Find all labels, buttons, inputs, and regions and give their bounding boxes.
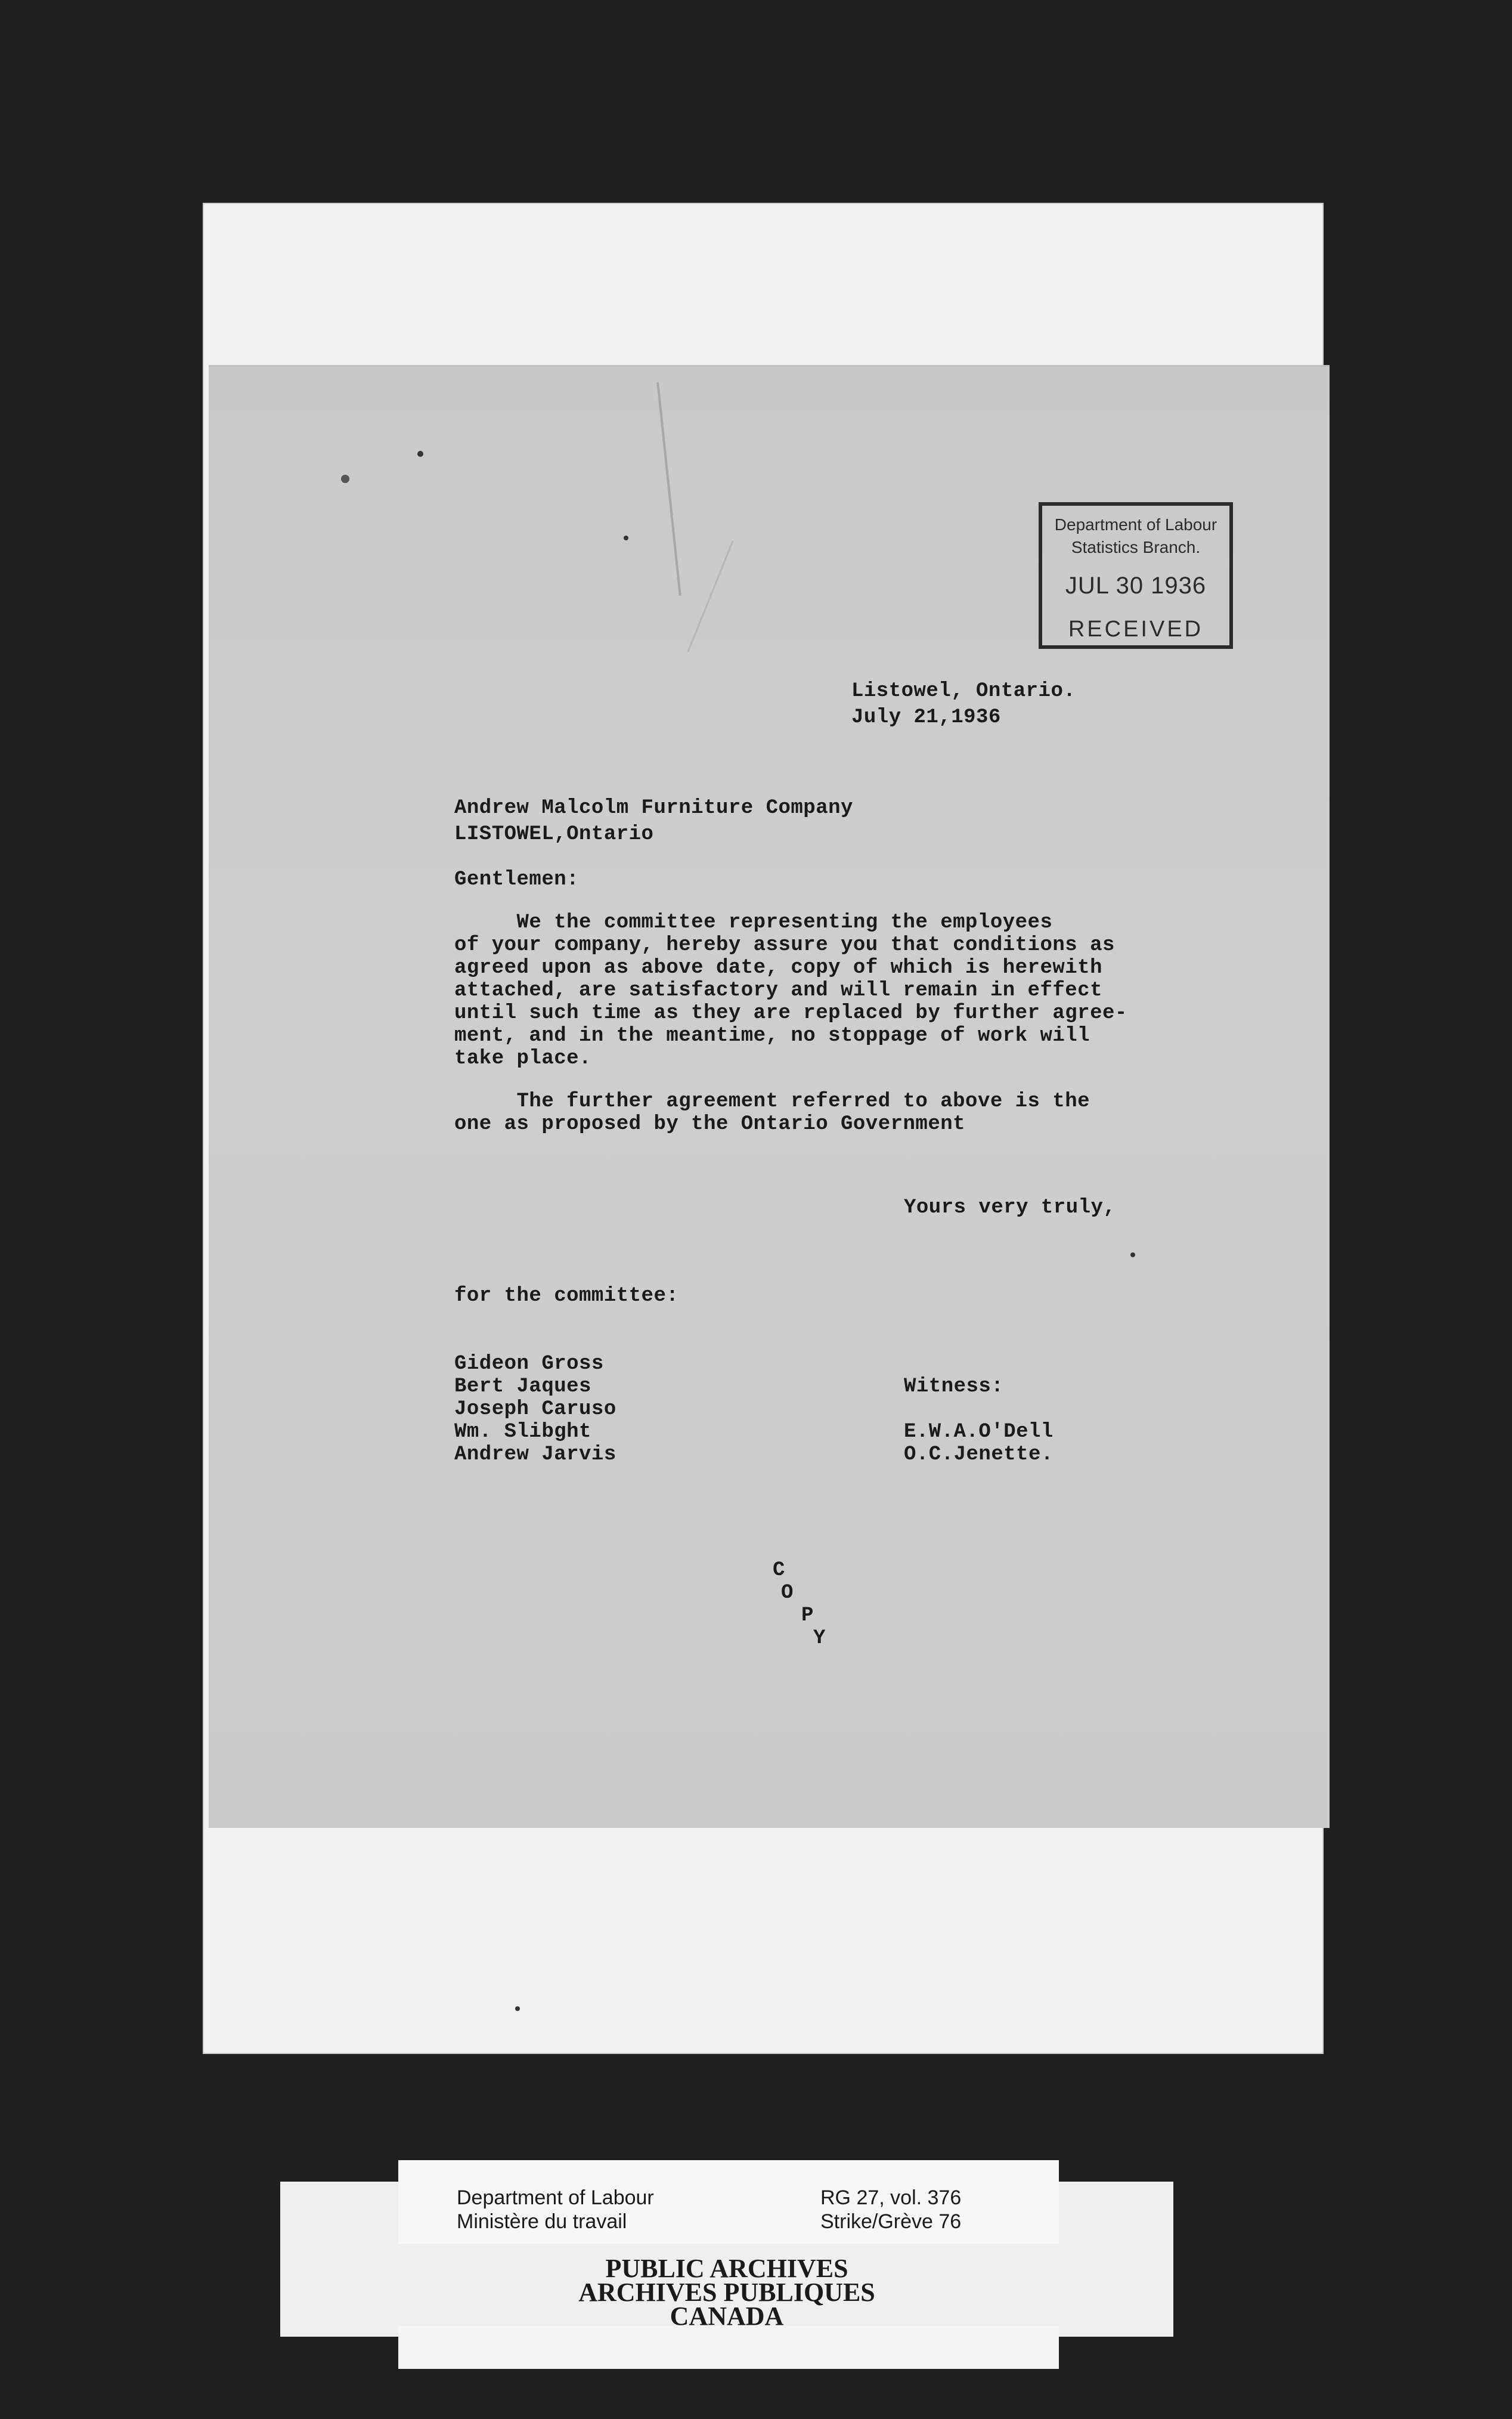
committee-member: Wm. Slibght [454,1421,591,1443]
committee-member: Bert Jaques [454,1375,591,1398]
received-stamp [1039,502,1233,649]
copy-letter: P [801,1604,814,1627]
committee-member: Joseph Caruso [454,1398,616,1421]
body-line: one as proposed by the Ontario Government [454,1113,966,1136]
stamp-date: JUL 30 1936 [1065,573,1207,599]
body-line: We the committee representing the employees [454,911,1053,934]
body-line: ment, and in the meantime, no stoppage of work will [454,1025,1090,1047]
speck [341,475,349,483]
body-line: of your company, hereby assure you that conditions as [454,934,1115,957]
salutation: Gentlemen: [454,868,580,891]
copy-letter: Y [813,1627,826,1650]
body-line: The further agreement referred to above is the [454,1090,1090,1113]
speck [1130,1252,1135,1257]
body-line: until such time as they are replaced by further agree- [454,1002,1127,1025]
closing: Yours very truly, [904,1196,1116,1219]
stamp-branch: Statistics Branch. [1071,538,1201,556]
letter-date: July 21,1936 [851,706,1001,729]
label-dept-en: Department of Labour [457,2186,654,2209]
witness-name: O.C.Jenette. [904,1443,1054,1466]
stamp-received: RECEIVED [1068,617,1204,642]
witness-label: Witness: [904,1375,1004,1398]
label-ref-volume: RG 27, vol. 376 [820,2186,962,2209]
speck [515,2006,520,2011]
label-dept-fr: Ministère du travail [457,2210,627,2233]
body-line: agreed upon as above date, copy of which is herewith [454,957,1102,979]
body-line: take place. [454,1047,591,1070]
committee-member: Gideon Gross [454,1353,604,1375]
speck [624,536,628,540]
label-canada: CANADA [670,2302,784,2331]
copy-letter: C [773,1559,785,1582]
witness-name: E.W.A.O'Dell [904,1421,1054,1443]
letter-place: Listowel, Ontario. [851,680,1076,703]
for-committee: for the committee: [454,1285,679,1307]
addressee-line-2: LISTOWEL,Ontario [454,823,654,846]
body-line: attached, are satisfactory and will remain in effect [454,979,1102,1002]
copy-letter: O [781,1582,794,1604]
committee-member: Andrew Jarvis [454,1443,616,1466]
addressee-line-1: Andrew Malcolm Furniture Company [454,797,853,819]
label-archives-publiques: ARCHIVES PUBLIQUES [578,2278,875,2307]
stamp-department: Department of Labour [1054,515,1217,534]
speck [417,451,423,457]
label-ref-strike: Strike/Grève 76 [820,2210,962,2233]
archive-label-bottom-tab [398,2326,1059,2369]
label-public-archives: PUBLIC ARCHIVES [605,2254,848,2283]
